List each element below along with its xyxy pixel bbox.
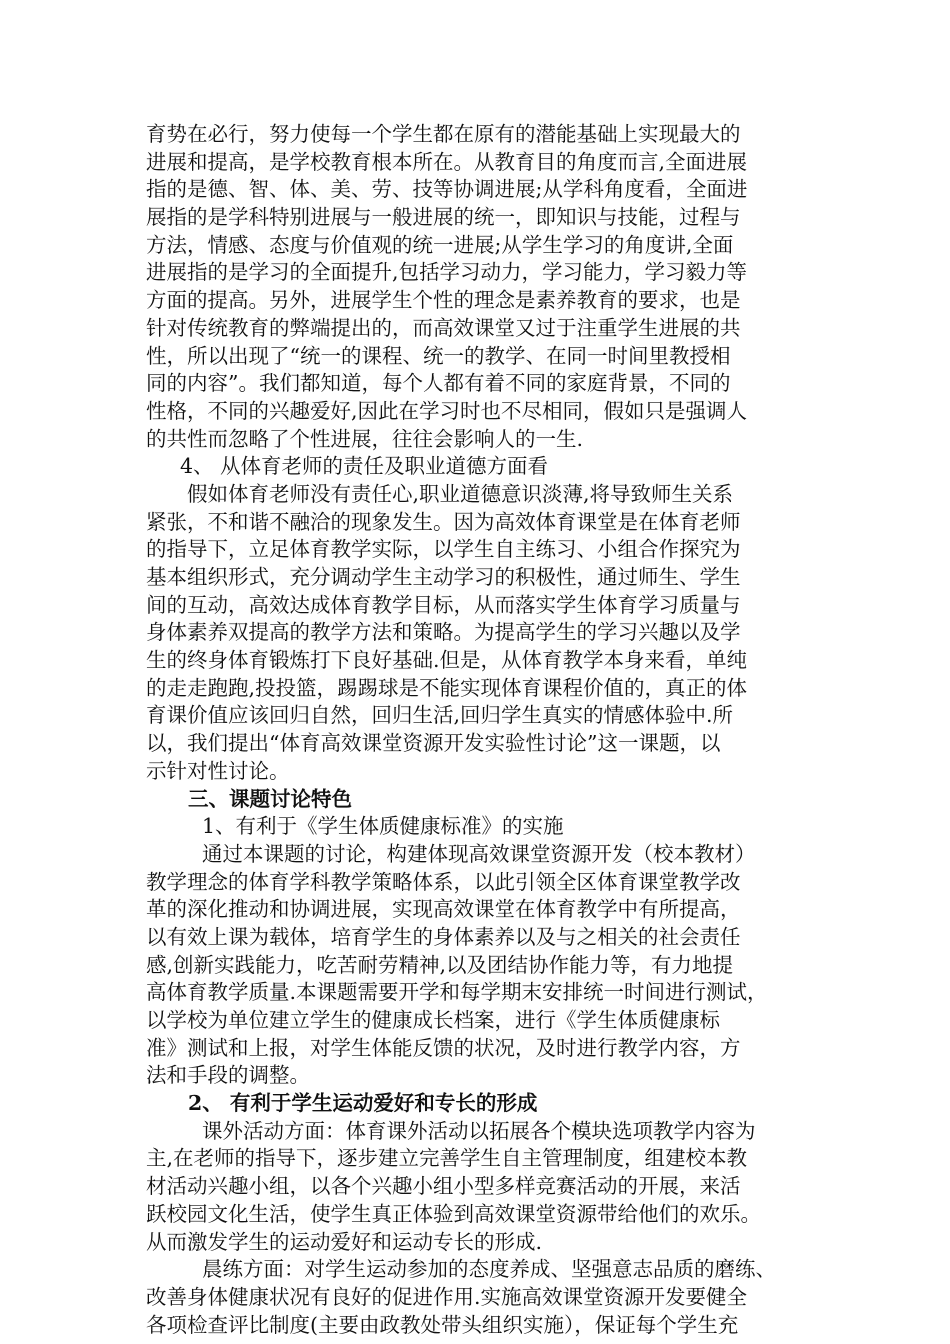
text-line: 以有效上课为载体，培育学生的身体素养以及与之相关的社会责任	[146, 924, 741, 949]
text-line: 主,在老师的指导下，逐步建立完善学生自主管理制度，组建校本教	[146, 1146, 748, 1171]
text-line: 材活动兴趣小组，以各个兴趣小组小型多样竞赛活动的开展，来活	[146, 1174, 741, 1199]
text-line: 性，所以出现了“统一的课程、统一的教学、在同一时间里教授相	[146, 343, 731, 368]
text-line: 教学理念的体育学科教学策略体系，以此引领全区体育课堂教学改	[146, 869, 741, 894]
text-line: 身体素养双提高的教学方法和策略。为提高学生的学习兴趣以及学	[146, 620, 741, 645]
text-line: 的共性而忽略了个性进展，往往会影响人的一生.	[146, 426, 584, 451]
text-line: 革的深化推动和协调进展，实现高效课堂在体育教学中有所提高，	[146, 897, 741, 922]
text-line: 展指的是学科特别进展与一般进展的统一，即知识与技能，过程与	[146, 205, 741, 230]
text-line: 指的是德、智、体、美、劳、技等协调进展;从学科角度看，全面进	[146, 177, 748, 202]
text-line: 进展指的是学习的全面提升,包括学习动力，学习能力，学习毅力等	[146, 260, 748, 285]
text-line: 以学校为单位建立学生的健康成长档案，进行《学生体质健康标	[146, 1008, 720, 1032]
text-line: 间的互动，高效达成体育教学目标，从而落实学生体育学习质量与	[146, 592, 741, 617]
text-line: 1、有利于《学生体质健康标准》的实施	[202, 814, 564, 839]
text-line: 跃校园文化生活，使学生真正体验到高效课堂资源带给他们的欢乐。	[146, 1201, 761, 1226]
text-line: 法和手段的调整。	[146, 1063, 310, 1088]
text-line: 育势在必行，努力使每一个学生都在原有的潜能基础上实现最大的	[146, 122, 741, 146]
text-line: 假如体育老师没有责任心,职业道德意识淡薄,将导致师生关系	[187, 481, 734, 506]
text-line: 性格，不同的兴趣爱好,因此在学习时也不尽相同，假如只是强调人	[146, 398, 748, 423]
text-line: 基本组织形式，充分调动学生主动学习的积极性，通过师生、学生	[146, 565, 741, 589]
text-line: 的走走跑跑,投投篮，踢踢球是不能实现体育课程价值的，真正的体	[146, 675, 748, 700]
text-line: 的指导下，立足体育教学实际，以学生自主练习、小组合作探究为	[146, 537, 741, 562]
text-line: 准》测试和上报，对学生体能反馈的状况，及时进行教学内容，方	[146, 1035, 741, 1060]
text-line: 同的内容”。我们都知道，每个人都有着不同的家庭背景，不同的	[146, 371, 731, 396]
text-line: 通过本课题的讨论，构建体现高效课堂资源开发（校本教材）	[202, 841, 756, 866]
text-line: 紧张，不和谐不融洽的现象发生。因为高效体育课堂是在体育老师	[146, 509, 741, 534]
text-line: 以，我们提出“体育高效课堂资源开发实验性讨论”这一课题，以	[146, 731, 721, 756]
text-line: 改善身体健康状况有良好的促进作用.实施高效课堂资源开发要健全	[146, 1284, 748, 1309]
text-line: 晨练方面：对学生运动参加的态度养成、坚强意志品质的磨练、	[202, 1257, 776, 1282]
text-line: 育课价值应该回归自然，回归生活,回归学生真实的情感体验中.所	[146, 703, 734, 728]
text-line: 课外活动方面：体育课外活动以拓展各个模块选项教学内容为	[202, 1118, 756, 1143]
text-line: 4、 从体育老师的责任及职业道德方面看	[180, 454, 549, 479]
document-body	[146, 121, 814, 1339]
section-heading: 三、课题讨论特色	[188, 786, 352, 811]
text-line: 感,创新实践能力，吃苦耐劳精神,以及团结协作能力等，有力地提	[146, 952, 734, 977]
text-line: 各项检查评比制度(主要由政教处带头组织实施），保证每个学生充	[146, 1312, 739, 1337]
text-line: 针对传统教育的弊端提出的，而高效课堂又过于注重学生进展的共	[146, 315, 741, 340]
text-line: 方法，情感、态度与价值观的统一进展;从学生学习的角度讲,全面	[146, 232, 734, 257]
text-line: 进展和提高，是学校教育根本所在。从教育目的角度而言,全面进展	[146, 149, 748, 174]
text-line: 方面的提高。另外，进展学生个性的理念是素养教育的要求，也是	[146, 288, 741, 313]
text-line: 从而激发学生的运动爱好和运动专长的形成.	[146, 1229, 543, 1254]
section-heading: 2、 有利于学生运动爱好和专长的形成	[188, 1091, 538, 1116]
text-line: 高体育教学质量.本课题需要开学和每学期末安排统一时间进行测试，	[146, 980, 768, 1005]
text-line: 生的终身体育锻炼打下良好基础.但是，从体育教学本身来看，单纯	[146, 648, 748, 673]
text-line: 示针对性讨论。	[146, 758, 290, 783]
